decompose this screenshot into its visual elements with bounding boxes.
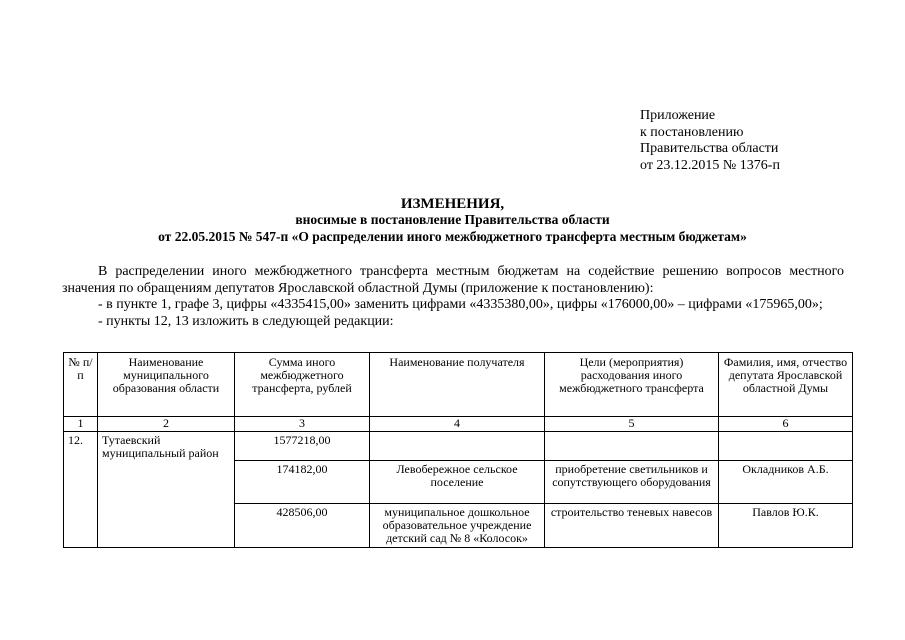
sub-amount: 428506,00: [235, 504, 370, 548]
document-title: ИЗМЕНЕНИЯ,: [400, 196, 505, 212]
column-number-row: [64, 417, 853, 432]
recipient-name: муниципальное дошкольное образовательное учреждение детский сад № 8 «Колосок»: [370, 504, 545, 548]
header-cell: Наименование муниципального образования области: [98, 353, 235, 417]
appendix-date-number: от 23.12.2015 № 1376-п: [640, 157, 780, 173]
header-cell: Наименование получателя: [370, 353, 545, 417]
column-number: 4: [370, 417, 545, 432]
row-number: 12.: [64, 432, 98, 548]
appendix-line: Приложение: [640, 108, 716, 123]
header-cell: Сумма иного межбюджетного трансферта, рублей: [235, 353, 370, 417]
appendix-line: к постановлению: [640, 124, 744, 140]
total-amount: 1577218,00: [235, 432, 370, 461]
table-row: [64, 432, 853, 461]
intro-paragraph: В распределении иного межбюджетного трансферта местным бюджетам на содействие решению вопросов местного значения по обращениям депутатов Ярославской областной Думы (приложение к постановлению):: [62, 264, 844, 296]
column-number: 5: [545, 417, 719, 432]
appendix-line: Правительства области: [640, 141, 779, 156]
deputy-name: Окладников А.Б.: [719, 461, 853, 504]
recipient-name: Левобережное сельское поселение: [370, 461, 545, 504]
column-number: 6: [719, 417, 853, 432]
appendix-block: [640, 108, 780, 174]
body-text: [62, 264, 844, 330]
change-item-1: - в пункте 1, графе 3, цифры «4335415,00» заменить цифрами «4335380,00», цифры «176000,00» – цифрами «175965,00»;: [98, 297, 823, 312]
municipality-name: Тутаевский муниципальный район: [98, 432, 235, 548]
column-number: 1: [64, 417, 98, 432]
document-subtitle-decree: от 22.05.2015 № 547-п «О распределении иного межбюджетного трансферта местным бюджетам»: [158, 229, 747, 244]
purpose: строительство теневых навесов: [545, 504, 719, 548]
column-number: 2: [98, 417, 235, 432]
header-cell: Фамилия, имя, отчество депутата Ярославской областной Думы: [719, 353, 853, 417]
sub-amount: 174182,00: [235, 461, 370, 504]
empty-cell: [370, 432, 545, 461]
document-subtitle: вносимые в постановление Правительства области: [295, 212, 610, 227]
table-header-row: [64, 353, 853, 417]
empty-cell: [719, 432, 853, 461]
empty-cell: [545, 432, 719, 461]
change-item-2: - пункты 12, 13 изложить в следующей редакции:: [98, 313, 394, 329]
purpose: приобретение светильников и сопутствующего оборудования: [545, 461, 719, 504]
column-number: 3: [235, 417, 370, 432]
header-cell: Цели (мероприятия) расходования иного межбюджетного трансферта: [545, 353, 719, 417]
distribution-table: [63, 352, 853, 548]
header-cell: № п/п: [64, 353, 98, 417]
deputy-name: Павлов Ю.К.: [719, 504, 853, 548]
